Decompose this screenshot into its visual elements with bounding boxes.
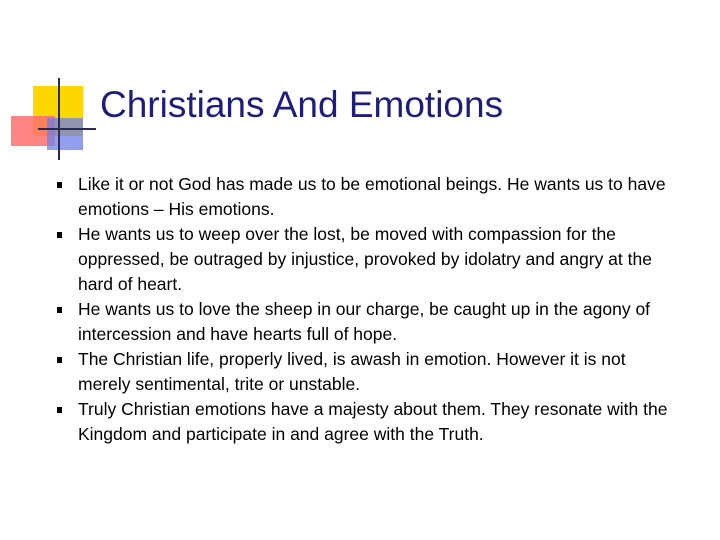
bullet-item — [52, 397, 672, 447]
square-bullet-icon — [57, 182, 62, 188]
square-bullet-icon — [57, 307, 62, 313]
bullet-item — [52, 222, 672, 297]
bullet-item — [52, 297, 672, 347]
bullet-item — [52, 172, 672, 222]
bullet-text: Truly Christian emotions have a majesty about them. They resonate with the Kingdom and participate in and agree with the Truth. — [78, 399, 668, 444]
vertical-line — [58, 78, 60, 160]
bullet-text: He wants us to love the sheep in our charge, be caught up in the agony of intercession and have hearts full of hope. — [78, 299, 651, 344]
square-bullet-icon — [57, 357, 62, 363]
slide-title: Christians And Emotions — [100, 84, 504, 125]
decorative-logo — [0, 0, 110, 170]
horizontal-line — [38, 128, 96, 130]
bullet-text: The Christian life, properly lived, is awash in emotion. However it is not merely sentimental, trite or unstable. — [78, 349, 626, 394]
blue-square — [47, 118, 83, 150]
bullet-item — [52, 347, 672, 397]
bullet-list — [52, 172, 672, 447]
bullet-text: Like it or not God has made us to be emotional beings. He wants us to have emotions – His emotions. — [78, 174, 666, 219]
bullet-text: He wants us to weep over the lost, be moved with compassion for the oppressed, be outraged by injustice, provoked by idolatry and angry at the hard of heart. — [78, 224, 652, 294]
square-bullet-icon — [57, 232, 62, 238]
square-bullet-icon — [57, 407, 62, 413]
